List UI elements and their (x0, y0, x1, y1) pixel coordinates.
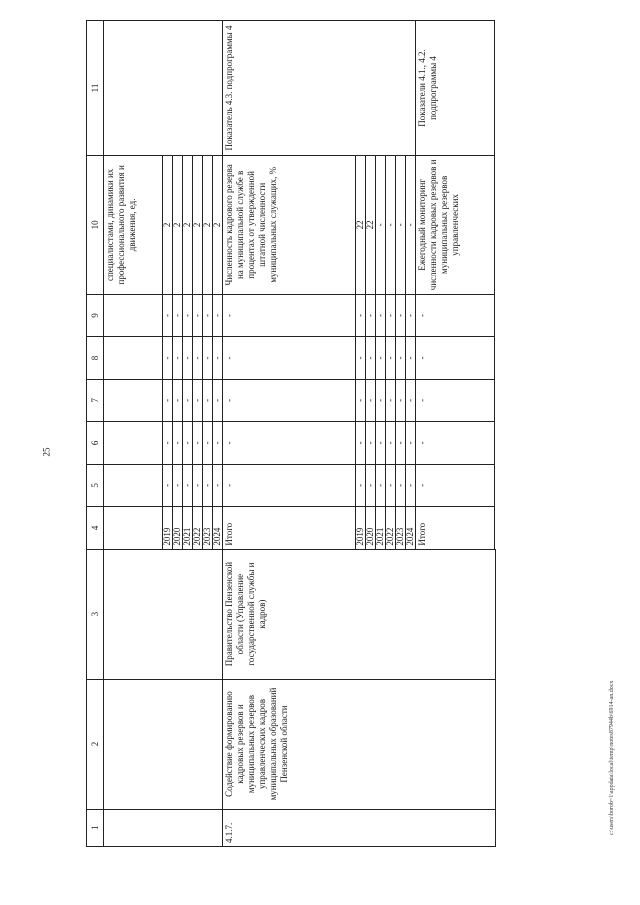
rotated-table-container (86, 20, 584, 847)
table-row: 2022 - - - - - 2 (193, 21, 203, 847)
measure-number: 4.1.7. (223, 809, 496, 846)
table-row: 2022 - - - - - - (386, 21, 396, 847)
measure-name: Содействие формированию кадровых резервов и муниципальных резервов управленческих кадров муниципальных образований Пензенской области (223, 679, 496, 809)
header-cell: 8 (87, 337, 104, 379)
table-row: 2023 - - - - - 2 (203, 21, 213, 847)
total-label: Итого (223, 507, 356, 549)
continuation-row (104, 21, 163, 847)
header-cell: 5 (87, 464, 104, 506)
page-number: 25 (41, 447, 52, 457)
table-row: 2019 - - - - - 22 (356, 21, 366, 847)
header-row (87, 21, 104, 847)
footer-file-path: c:\users\borob~1\appdata\local\temp\notes87944b\6914-an.docx (609, 680, 615, 835)
header-cell: 11 (87, 21, 104, 156)
indicator-link: Показатель 4.3. подпрограммы 4 (223, 21, 416, 156)
indicator-text: Ежегодный мониторинг численности кадровых резервов и муниципальных резервов управленческих (416, 156, 495, 295)
indicator-link: Показатели 4.1., 4.2. подпрограммы 4 (416, 21, 495, 156)
table-row: 2024 - - - - - - (406, 21, 416, 847)
table-row: 2020 - - - - - 2 (173, 21, 183, 847)
header-cell: 4 (87, 507, 104, 549)
table-row: 2020 - - - - - 22 (366, 21, 376, 847)
table-row: 2021 - - - - - - (376, 21, 386, 847)
table-row: 2019 - - - - - 2 (163, 21, 173, 847)
measure-row-4-1-7: 4.1.7. Содействие формированию кадровых резервов и муниципальных резервов управленческих кадров муниципальных образований Пензенской области Правительство Пензенской области (Управление государственной службы и кадров) Итого - - - - - Численность кадрового резерва на муниципальной службе в процентах от утвержденной штатной численности муниципальных служащих, % Показатель 4.3. подпрограммы 4 (223, 21, 356, 847)
table-row: 2021 - - - - - 2 (183, 21, 193, 847)
table-row: 2023 - - - - - - (396, 21, 406, 847)
program-table (86, 20, 496, 847)
header-cell: 9 (87, 294, 104, 336)
header-cell: 6 (87, 422, 104, 464)
header-cell: 1 (87, 809, 104, 846)
indicator-text: специалистами, динамики их профессионального развития и движения, ед. (104, 156, 163, 295)
header-cell: 7 (87, 379, 104, 421)
header-cell: 2 (87, 679, 104, 809)
header-cell: 10 (87, 156, 104, 295)
total-label: Итого (416, 507, 495, 549)
indicator-text: Численность кадрового резерва на муниципальной службе в процентах от утвержденной штатной численности муниципальных служащих, % (223, 156, 356, 295)
table-row: Итого - - - - - Ежегодный мониторинг численности кадровых резервов и муниципальных резервов управленческих Показатели 4.1., 4.2. подпрограммы 4 (416, 21, 495, 847)
table-row: 2024 - - - - - 2 (213, 21, 223, 847)
header-cell: 3 (87, 549, 104, 679)
measure-executor: Правительство Пензенской области (Управление государственной службы и кадров) (223, 549, 496, 679)
